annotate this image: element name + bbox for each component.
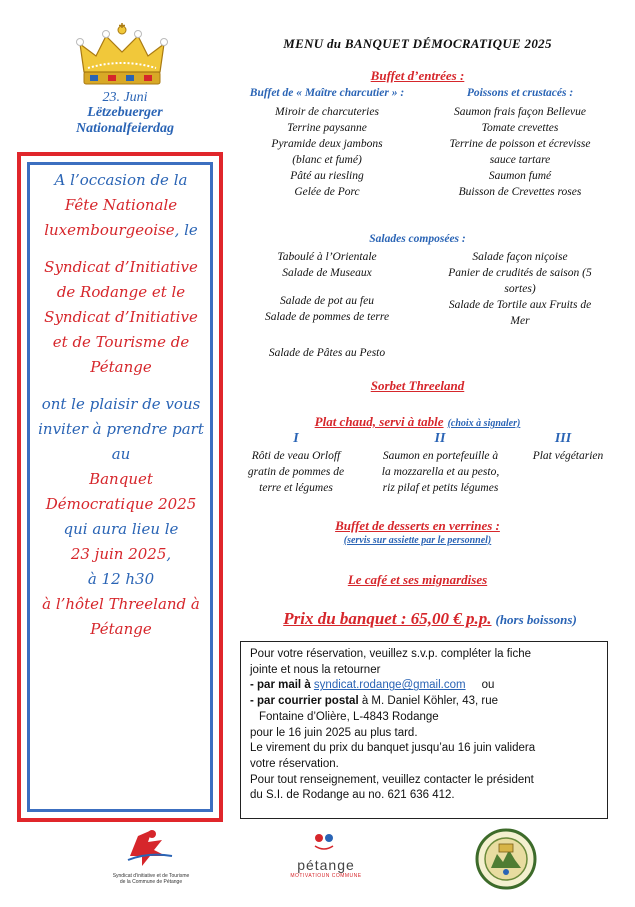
invitation-line: Pétange <box>90 620 152 638</box>
reservation-line: pour le 16 juin 2025 au plus tard. <box>250 726 418 739</box>
invitation-line <box>31 218 211 243</box>
reservation-line <box>250 694 598 710</box>
list-item: terre et légumes <box>259 482 333 494</box>
invitation-line: ont le plaisir de vous <box>41 395 201 413</box>
cafe-title: Le café et ses mignardises <box>347 572 488 587</box>
invitation-line: et de Tourisme de <box>52 333 190 351</box>
invitation-line: A l’occasion de la <box>54 171 188 189</box>
list-item: gratin de pommes de <box>247 466 345 478</box>
list-item: Salade de Museaux <box>282 267 372 279</box>
invitation-line: Syndicat d’Initiative <box>44 308 198 326</box>
price-note: (hors boissons) <box>495 612 577 627</box>
list-item: Salade de Tortile aux Fruits de <box>448 299 592 311</box>
list-item: Tomate crevettes <box>481 122 559 134</box>
invitation-line-part: , <box>166 545 172 563</box>
list-item: Mer <box>510 315 530 327</box>
list-item: Buisson de Crevettes roses <box>458 186 582 198</box>
mail-label: - par mail à <box>250 679 314 692</box>
invitation-line: Pétange <box>90 358 152 376</box>
reservation-line: Pour tout renseignement, veuillez contacter le président <box>250 773 534 786</box>
entrees-title: Buffet d’entrées : <box>370 68 465 83</box>
invitation-line: Démocratique 2025 <box>45 495 197 513</box>
invitation-line-part: , le <box>174 221 198 239</box>
list-item: Pyramide deux jambons <box>271 138 383 150</box>
si-text-2: de la Commune de Pétange <box>119 879 183 885</box>
invitation-line-part: 23 juin 2025 <box>70 545 167 563</box>
list-item: Panier de crudités de saison (5 <box>448 267 592 279</box>
list-item: Salade de pommes de terre <box>264 311 390 323</box>
list-item: Terrine de poisson et écrevisse <box>449 138 591 150</box>
list-item: Terrine paysanne <box>287 122 367 134</box>
plat-option <box>236 448 356 496</box>
email-link[interactable]: syndicat.rodange@gmail.com <box>313 679 466 692</box>
poissons-list <box>430 104 610 200</box>
salades-left-group <box>236 293 418 325</box>
invitation-line: Banquet <box>89 470 153 488</box>
national-day-title <box>30 105 220 137</box>
invitation-line: à 12 h30 <box>87 570 155 588</box>
poissons-title: Poissons et crustacés : <box>466 87 574 99</box>
salades-title: Salades composées : <box>369 233 466 245</box>
desserts-title: Buffet de desserts en verrines : <box>335 518 500 533</box>
fete-line-2: Nationalfeierdag <box>76 121 174 136</box>
list-item: Rôti de veau Orloff <box>251 450 341 462</box>
list-item: la mozzarella et au pesto, <box>381 466 500 478</box>
fete-line-1: Lëtzebuerger <box>87 105 163 120</box>
list-item: Saumon en portefeuille à <box>382 450 499 462</box>
si-emblem-icon <box>108 826 194 868</box>
option-number: II <box>434 431 446 446</box>
petange-name: pétange <box>297 857 355 873</box>
invitation-text <box>31 168 211 642</box>
price-line <box>240 609 620 629</box>
invitation-line: à l’hôtel Threeland à <box>42 595 200 613</box>
list-item: Salade de Pâtes au Pesto <box>268 347 386 359</box>
list-item: Taboulé à l’Orientale <box>277 251 377 263</box>
invitation-line: de Rodange et le <box>56 283 186 301</box>
salades-right-group <box>430 249 610 329</box>
list-item: sortes) <box>504 283 536 295</box>
invitation-line-part: luxembourgeoise <box>44 221 175 239</box>
syndicat-logo <box>108 826 194 886</box>
reservation-box <box>240 641 608 819</box>
list-item: Pâté au riesling <box>290 170 364 182</box>
option-number: III <box>554 431 572 446</box>
plat-title: Plat chaud, servi à table <box>314 414 444 429</box>
reservation-line: Le virement du prix du banquet jusqu’au 16 juin validera <box>250 742 536 755</box>
si-text-1: Syndicat d’initiative et de Tourisme <box>112 873 190 879</box>
reservation-line <box>250 678 598 694</box>
reservation-line: du S.I. de Rodange au no. 621 636 412. <box>250 789 455 802</box>
list-item: (blanc et fumé) <box>292 154 362 166</box>
date-line: 23. Juni <box>102 90 148 105</box>
reservation-line: votre réservation. <box>250 757 339 770</box>
rodange-seal-icon <box>475 828 537 890</box>
invitation-frame <box>17 152 223 822</box>
post-text: à M. Daniel Köhler, 43, rue <box>358 695 498 708</box>
salades-left-group <box>236 345 418 361</box>
list-item: Saumon frais façon Bellevue <box>454 106 586 118</box>
option-number: I <box>293 431 299 446</box>
plat-option <box>368 448 513 496</box>
list-item: riz pilaf et petits légumes <box>382 482 499 494</box>
crown-icon <box>70 22 174 92</box>
menu-title: MENU du BANQUET DÉMOCRATIQUE 2025 <box>283 36 552 51</box>
invitation-line: Syndicat d’Initiative <box>44 258 198 276</box>
list-item: sauce tartare <box>489 154 551 166</box>
invitation-line: qui aura lieu le <box>63 520 179 538</box>
invitation-line: au <box>111 445 131 463</box>
sorbet-title: Sorbet Threeland <box>370 378 465 393</box>
buffet-maitre-list <box>236 104 418 200</box>
list-item: Saumon fumé <box>488 170 552 182</box>
plat-note: (choix à signaler) <box>447 418 521 429</box>
or-text: ou <box>465 679 495 692</box>
list-item: Plat végétarien <box>532 450 604 462</box>
list-item: Salade façon niçoise <box>472 251 568 263</box>
buffet-maitre-title: Buffet de « Maître charcutier » : <box>249 87 405 99</box>
list-item: Salade de pot au feu <box>280 295 374 307</box>
desserts-note: (servis sur assiette par le personnel) <box>343 535 492 546</box>
price: Prix du banquet : 65,00 € p.p. <box>283 609 492 628</box>
petange-logo <box>285 830 367 890</box>
reservation-line: Pour votre réservation, veuillez s.v.p. compléter la fiche <box>250 648 532 660</box>
petange-emblem-icon <box>285 830 367 852</box>
list-item: Miroir de charcuteries <box>275 106 379 118</box>
post-label: - par courrier postal <box>250 695 359 708</box>
plat-option <box>518 448 618 464</box>
salades-left-group <box>236 249 418 281</box>
petange-slogan: MOTIVATIOUN COMMUNE <box>290 873 362 879</box>
plat-chaud-heading <box>245 413 590 431</box>
list-item: Gelée de Porc <box>294 186 360 198</box>
invitation-line <box>31 542 211 567</box>
reservation-line: Fontaine d’Olière, L-4843 Rodange <box>259 710 439 723</box>
invitation-line: inviter à prendre part <box>38 420 204 438</box>
invitation-line: Fête Nationale <box>64 196 178 214</box>
reservation-line: jointe et nous la retourner <box>250 663 381 676</box>
